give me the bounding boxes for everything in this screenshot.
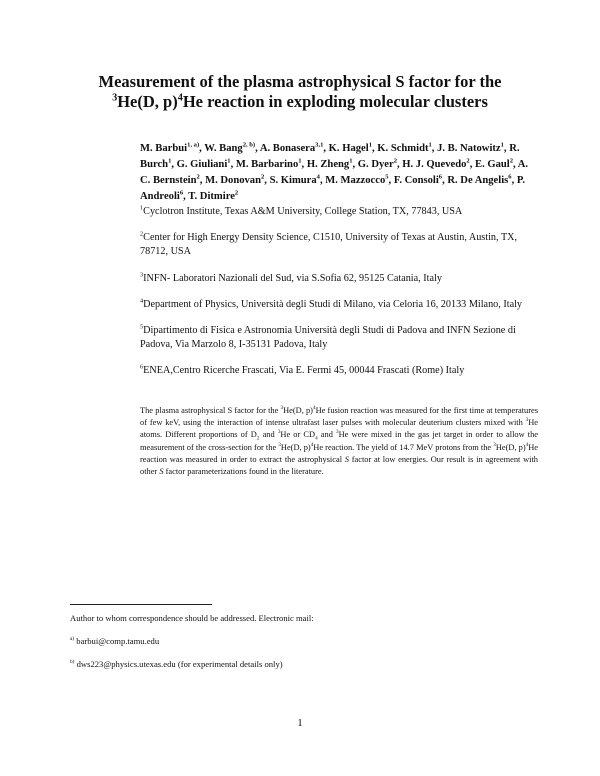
- affiliation-3: [140, 272, 538, 286]
- author-list: M. Barbui$^{1, a)}$, W. Bang$^{2, b)}$, A. Bonasera$^{3,1}$, K. Hagel$^1$, K. Schmidt$^1$, J. B. Natowitz$^1$, R. Burch$^1$, G. Giuliani$^1$, M. Barbarino$^1$, H. Zheng$^1$, G. Dyer$^2$, H. J. Quevedo$^2$, E. Gaul$^2$, A. C. Bernstein$^2$, M. Donovan$^2$, S. Kimura$^4$, M. Mazzocco$^5$, F. Consoli$^6$, R. De Angelis$^6$, P. Andreoli$^6$, T. Ditmire$^2$: [140, 141, 529, 202]
- affiliation-number: 1: [140, 204, 144, 212]
- abstract-italic: S: [159, 467, 164, 477]
- author: [475, 159, 513, 170]
- author: [358, 159, 397, 170]
- affiliation-number: 3: [140, 271, 144, 279]
- abstract-text: He reaction. The yield of 14.7 MeV protons from the: [313, 442, 494, 452]
- footnote-divider: [70, 604, 212, 605]
- footnote-mark: a): [70, 636, 75, 643]
- author-name: G. Giuliani: [176, 159, 228, 170]
- affiliation-number: 6: [140, 363, 144, 371]
- author: [325, 175, 388, 186]
- author-affiliation-mark: 6: [179, 189, 184, 197]
- author-name: T. Ditmire: [188, 191, 235, 202]
- author-name: M. Donovan: [205, 175, 261, 186]
- author: [394, 175, 442, 186]
- abstract-italic: S: [344, 454, 349, 464]
- author: [260, 143, 324, 154]
- abstract-sup: 4: [310, 441, 314, 448]
- affiliation-text: ENEA,Centro Ricerche Frascati, Via E. Fermi 45, 00044 Frascati (Rome) Italy: [143, 365, 465, 376]
- author-affiliation-mark: 3,1: [315, 141, 324, 149]
- author-affiliation-mark: 2: [234, 189, 239, 197]
- abstract-sup: 3: [277, 429, 281, 436]
- author-name: W. Bang: [204, 143, 243, 154]
- affiliation-2: [140, 231, 538, 259]
- abstract-text: He(D, p): [495, 442, 526, 452]
- author-name: G. Dyer: [357, 159, 394, 170]
- author: [402, 159, 469, 170]
- author-affiliation-mark: 1: [500, 141, 504, 149]
- author-affiliation-mark: 6: [438, 173, 443, 181]
- author-affiliation-mark: 4: [316, 173, 320, 181]
- abstract-sup: 4: [312, 405, 316, 412]
- abstract-text: He atoms. Different proportions of D: [140, 418, 538, 440]
- author: [236, 159, 302, 170]
- author-name: P. Andreoli: [140, 175, 526, 202]
- affiliation-text: INFN- Laboratori Nazionali del Sud, via S.Sofia 62, 95125 Catania, Italy: [143, 273, 442, 284]
- author: [307, 159, 353, 170]
- author-affiliation-mark: 1: [349, 157, 353, 165]
- affiliation-1: [140, 205, 538, 219]
- author: [140, 143, 199, 154]
- abstract-sup: 3: [336, 429, 339, 436]
- author-name: R. Burch: [140, 143, 520, 170]
- author-affiliation-mark: 2: [466, 157, 470, 165]
- author-name: A. Bonasera: [259, 143, 316, 154]
- abstract-text: He(D, p): [283, 406, 313, 415]
- abstract-sup: 3: [278, 441, 281, 448]
- affiliation-text: Center for High Energy Density Science, C1510, University of Texas at Austin, Austin, TX, 78712, USA: [140, 232, 518, 257]
- footnote-mark: b): [70, 659, 75, 666]
- paper-title: [60, 72, 540, 112]
- author: [205, 175, 264, 186]
- abstract-sup: 3: [280, 405, 284, 412]
- abstract-sup: 3: [525, 417, 529, 424]
- author-affiliation-mark: 6: [508, 173, 512, 181]
- author: [270, 175, 320, 186]
- author-name: K. Hagel: [328, 143, 369, 154]
- author-affiliation-mark: 5: [385, 173, 389, 181]
- affiliation-number: 2: [140, 230, 144, 238]
- affiliation-number: 5: [140, 323, 144, 331]
- abstract-text: and: [259, 430, 278, 440]
- author-name: E. Gaul: [475, 159, 510, 170]
- author-affiliation-mark: 1, a): [187, 141, 200, 149]
- abstract-text: He reaction was measured in order to extract the astrophysical: [140, 442, 538, 464]
- author-name: S. Kimura: [269, 175, 317, 186]
- author: [329, 143, 372, 154]
- page-number: 1: [297, 717, 303, 729]
- footnote-email-b[interactable]: dws223@physics.utexas.edu (for experimental details only): [74, 659, 283, 669]
- author-affiliation-mark: 1: [368, 141, 372, 149]
- author-name: M. Barbarino: [235, 159, 299, 170]
- author: [188, 191, 238, 202]
- title-sup: 4: [177, 92, 183, 104]
- affiliation-text: Cyclotron Institute, Texas A&M University, College Station, TX, 77843, USA: [143, 206, 463, 217]
- author: [177, 159, 231, 170]
- abstract-text: He(D, p): [280, 442, 311, 452]
- title-line-2: [60, 92, 540, 112]
- abstract-text: factor at low energies. Our result is in agreement with other: [140, 454, 538, 477]
- author-name: F. Consoli: [393, 175, 439, 186]
- abstract-text: He fusion reaction was measured for the first time at temperatures of few keV, using the interaction of intense ultrafast laser pulses with molecular deuterium clusters mixed with: [140, 406, 538, 428]
- affiliation-list: [140, 205, 538, 390]
- author-name: H. Zheng: [306, 159, 350, 170]
- author-affiliation-mark: 1: [168, 157, 172, 165]
- abstract-sup: 4: [525, 441, 529, 448]
- author-name: H. J. Quevedo: [402, 159, 467, 170]
- affiliation-text: Department of Physics, Università degli Studi di Milano, via Celoria 16, 20133 Milano, Italy: [143, 299, 523, 310]
- affiliation-text: Dipartimento di Fisica e Astronomia Università degli Studi di Padova and INFN Sezione di Padova, Via Marzolo 8, I-35131 Padova, Italy: [140, 325, 516, 350]
- abstract-text: The plasma astrophysical S factor for the: [140, 406, 281, 415]
- author-affiliation-mark: 2, b): [242, 141, 256, 149]
- abstract-text: factor parameterizations found in the literature.: [163, 467, 324, 477]
- abstract-text: He or CD: [280, 430, 316, 440]
- author-affiliation-mark: 1: [227, 157, 231, 165]
- author-name: M. Barbui: [140, 143, 188, 154]
- title-text: He reaction in exploding molecular clusters: [182, 92, 488, 111]
- abstract: [140, 405, 538, 478]
- abstract-sup: 3: [493, 441, 496, 448]
- author-name: K. Schmidt: [377, 143, 429, 154]
- author-name: M. Mazzocco: [325, 175, 386, 186]
- author: [377, 143, 432, 154]
- abstract-text: He were mixed in the gas jet target in order to allow the measurement of the cross-section for the: [140, 430, 538, 452]
- author-affiliation-mark: 2: [196, 173, 200, 181]
- abstract-text: and: [317, 430, 337, 440]
- footnote-b: [70, 658, 283, 670]
- affiliation-4: [140, 298, 538, 312]
- affiliation-5: [140, 324, 538, 352]
- abstract-sub: 4: [315, 436, 318, 443]
- title-line-1: Measurement of the plasma astrophysical S factor for the: [98, 72, 502, 91]
- author-affiliation-mark: 2: [393, 157, 397, 165]
- title-sup: 3: [112, 92, 118, 104]
- title-text: He(D, p): [117, 92, 178, 111]
- author-name: J. B. Natowitz: [437, 143, 501, 154]
- author: [204, 143, 255, 154]
- author-affiliation-mark: 2: [261, 173, 265, 181]
- affiliation-6: [140, 364, 538, 378]
- author-affiliation-mark: 2: [509, 157, 514, 165]
- affiliation-number: 4: [140, 297, 144, 305]
- footnote-intro: Author to whom correspondence should be addressed. Electronic mail:: [70, 613, 314, 623]
- author-name: R. De Angelis: [447, 175, 509, 186]
- author-affiliation-mark: 1: [428, 141, 432, 149]
- footnote-a: [70, 635, 159, 647]
- author-affiliation-mark: 1: [298, 157, 302, 165]
- author-name: A. C. Bernstein: [140, 159, 529, 186]
- author: [437, 143, 504, 154]
- author: [447, 175, 511, 186]
- abstract-sub: 2: [256, 436, 260, 443]
- footnote-email-a[interactable]: barbui@comp.tamu.edu: [74, 636, 160, 646]
